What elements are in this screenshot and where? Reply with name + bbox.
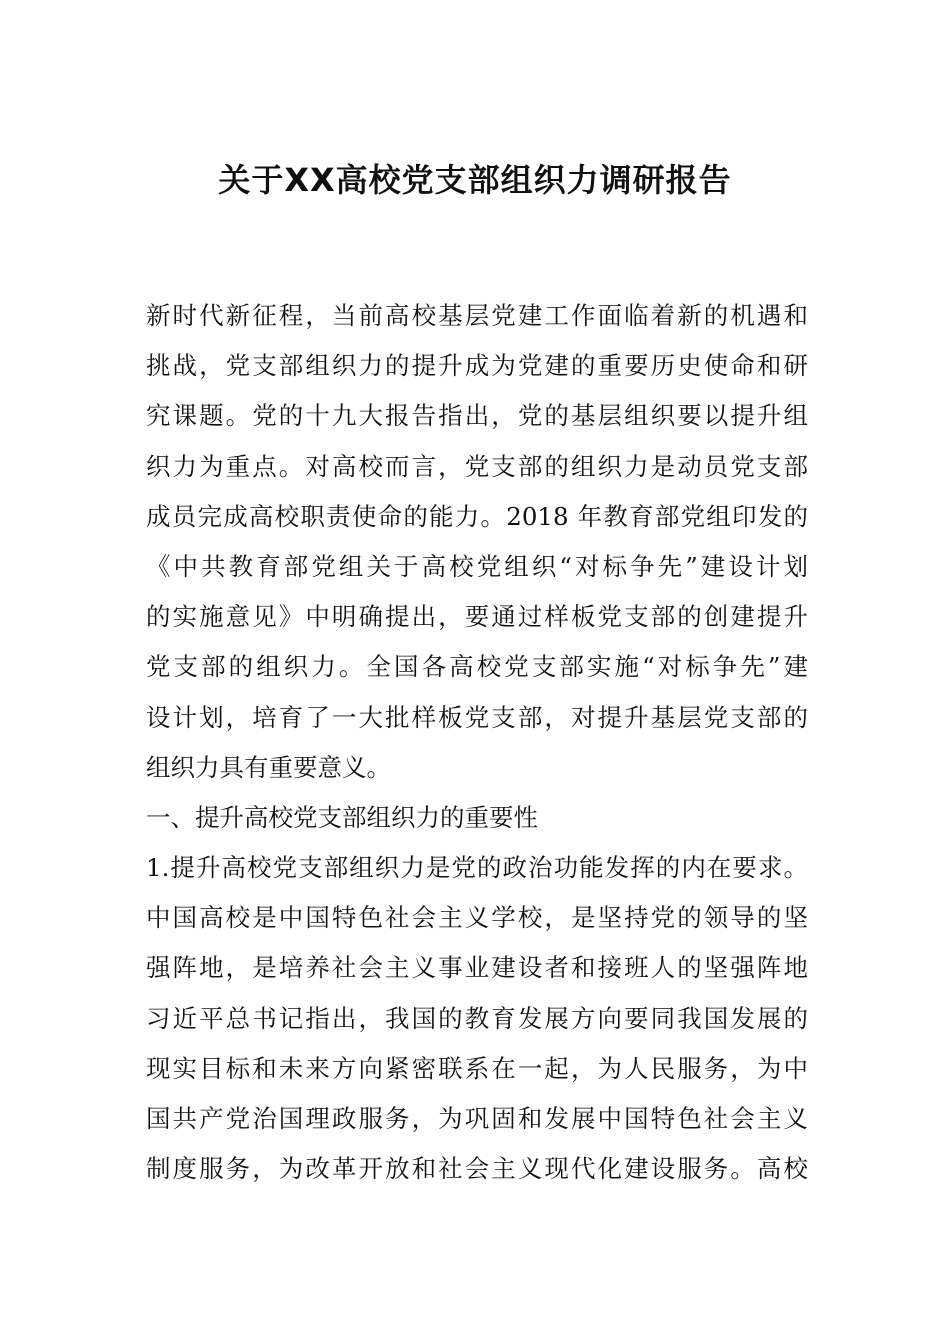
body-line: 制度服务，为改革开放和社会主义现代化建设服务。高校 bbox=[146, 1154, 808, 1184]
body-line: 一、提升高校党支部组织力的重要性 bbox=[146, 802, 538, 832]
body-line: 挑战，党支部组织力的提升成为党建的重要历史使命和研 bbox=[146, 351, 808, 381]
body-line: 组织力具有重要意义。 bbox=[146, 752, 391, 782]
body-line: 的实施意见》中明确提出，要通过样板党支部的创建提升 bbox=[146, 602, 808, 632]
body-line: 新时代新征程，当前高校基层党建工作面临着新的机遇和 bbox=[146, 301, 808, 330]
body-line: 织力为重点。对高校而言，党支部的组织力是动员党支部 bbox=[146, 451, 808, 481]
body-line: 《中共教育部党组关于高校党组织“对标争先”建设计划 bbox=[146, 551, 808, 581]
body-line: 1.提升高校党支部组织力是党的政治功能发挥的内在要求。 bbox=[146, 853, 808, 883]
body-line: 成员完成高校职责使命的能力。2018 年教育部党组印发的 bbox=[146, 501, 808, 531]
body-line: 设计划，培育了一大批样板党支部，对提升基层党支部的 bbox=[146, 702, 808, 732]
body-line: 中国高校是中国特色社会主义学校，是坚持党的领导的坚 bbox=[146, 903, 808, 933]
document-title: 关于XX高校党支部组织力调研报告 bbox=[218, 161, 732, 199]
body-line: 现实目标和未来方向紧密联系在一起，为人民服务，为中 bbox=[146, 1053, 808, 1083]
document-body bbox=[146, 291, 808, 1194]
body-line: 究课题。党的十九大报告指出，党的基层组织要以提升组 bbox=[146, 401, 808, 431]
body-line: 党支部的组织力。全国各高校党支部实施“对标争先”建 bbox=[146, 652, 808, 682]
body-line: 强阵地，是培养社会主义事业建设者和接班人的坚强阵地 bbox=[146, 953, 808, 983]
body-line: 习近平总书记指出，我国的教育发展方向要同我国发展的 bbox=[146, 1003, 808, 1033]
body-line: 国共产党治国理政服务，为巩固和发展中国特色社会主义 bbox=[146, 1104, 808, 1133]
